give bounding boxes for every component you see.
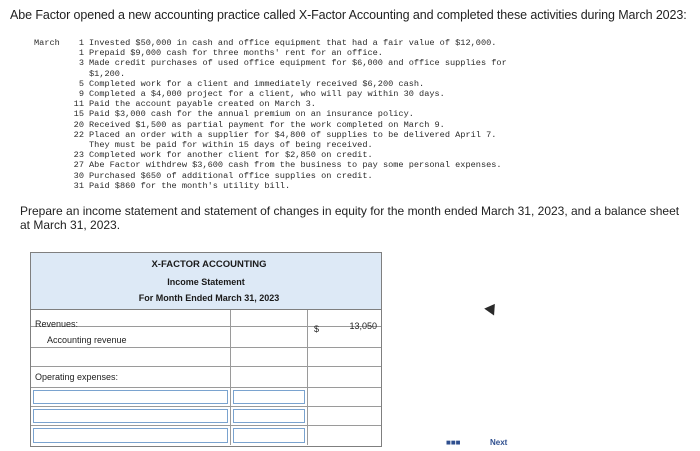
activity-text: Paid the account payable created on March 3.: [89, 99, 316, 110]
activity-month: [34, 89, 68, 99]
activity-month: [34, 79, 68, 89]
activity-day: 5: [78, 78, 84, 89]
activity-list: [34, 38, 594, 191]
activity-text: Placed an order with a supplier for $4,800 of supplies to be delivered April 7.: [89, 129, 497, 140]
activity-day: 11: [73, 99, 84, 110]
activity-day: 23: [73, 150, 84, 161]
table-row: [31, 348, 381, 367]
revenue-amount-cell[interactable]: [308, 321, 381, 347]
activity-item: [34, 38, 594, 48]
operating-expenses-label: Operating expenses:: [35, 372, 119, 382]
accounting-revenue-label: Accounting revenue: [47, 335, 127, 345]
activity-text: Purchased $650 of additional office supplies on credit.: [89, 170, 373, 181]
activity-item: [34, 130, 594, 140]
activity-item: [34, 109, 594, 119]
activity-item: [34, 69, 594, 79]
activity-day: 20: [73, 119, 84, 130]
activity-item: [34, 150, 594, 160]
activity-text: Invested $50,000 in cash and office equipment that had a fair value of $12,000.: [89, 38, 497, 48]
statement-name: Income Statement: [167, 277, 245, 287]
activity-text: $1,200.: [89, 68, 126, 79]
expense-amount-input[interactable]: [233, 428, 305, 443]
activity-day: 15: [73, 109, 84, 120]
next-nav-mark[interactable]: Next: [490, 438, 508, 447]
activity-month: [34, 120, 68, 130]
activity-item: [34, 48, 594, 58]
activity-text: Completed work for another client for $2,850 on credit.: [89, 150, 373, 161]
activity-text: Completed a $4,000 project for a client, who will pay within 30 days.: [89, 89, 445, 100]
activity-item: [34, 89, 594, 99]
activity-month: [34, 160, 68, 170]
activity-month: [34, 130, 68, 140]
activity-month: [34, 69, 68, 79]
expense-name-input[interactable]: [33, 390, 228, 404]
table-row: [31, 388, 381, 407]
activity-month: [34, 109, 68, 119]
activity-item: [34, 140, 594, 150]
prev-nav-mark[interactable]: ■■■: [446, 438, 461, 447]
activity-day: 1: [78, 48, 84, 59]
problem-prompt: Prepare an income statement and statement of changes in equity for the month ended March 31, 2023, and a balance sheet at March 31, 2023.: [20, 204, 680, 232]
activity-item: [34, 160, 594, 170]
expense-name-input[interactable]: [33, 409, 228, 423]
income-statement-table: [30, 252, 382, 447]
activity-day: 1: [78, 38, 84, 48]
activity-month: [34, 58, 68, 68]
expense-amount-input[interactable]: [233, 409, 305, 423]
activity-item: [34, 99, 594, 109]
table-row: [31, 367, 381, 388]
problem-intro: Abe Factor opened a new accounting practice called X-Factor Accounting and completed these activities during March 2023:: [10, 8, 687, 22]
expense-name-input[interactable]: [33, 428, 228, 443]
activity-day: 27: [73, 160, 84, 171]
activity-month: [34, 150, 68, 160]
activity-day: 22: [73, 129, 84, 140]
activity-text: Received $1,500 as partial payment for the work completed on March 9.: [89, 119, 445, 130]
activity-month: [34, 140, 68, 150]
activity-month: March: [34, 38, 60, 48]
activity-text: Abe Factor withdrew $3,600 cash from the business to pay some personal expenses.: [89, 160, 502, 171]
table-row: [31, 310, 381, 327]
statement-period: For Month Ended March 31, 2023: [138, 293, 280, 303]
activity-text: Paid $860 for the month's utility bill.: [89, 180, 291, 191]
activity-day: 3: [78, 58, 84, 69]
activity-item: [34, 181, 594, 191]
activity-text: Completed work for a client and immediately received $6,200 cash.: [89, 78, 425, 89]
activity-text: Paid $3,000 cash for the annual premium on an insurance policy.: [89, 109, 414, 120]
activity-item: [34, 58, 594, 68]
activity-month: [34, 99, 68, 109]
activity-day: 31: [73, 180, 84, 191]
activity-month: [34, 171, 68, 181]
activity-day: 30: [73, 170, 84, 181]
activity-text: They must be paid for within 15 days of being received.: [89, 140, 373, 151]
activity-item: [34, 79, 594, 89]
activity-day: [68, 140, 89, 150]
activity-day: [68, 69, 89, 79]
currency-symbol: $: [314, 324, 320, 334]
activity-text: Prepaid $9,000 cash for three months' rent for an office.: [89, 48, 383, 59]
table-row: [31, 407, 381, 426]
statement-header: [31, 253, 381, 310]
activity-item: [34, 171, 594, 181]
activity-month: [34, 48, 68, 58]
accounting-revenue-value: 13,050: [349, 321, 377, 331]
mouse-cursor-icon: [484, 300, 500, 315]
activity-item: [34, 120, 594, 130]
activity-month: [34, 181, 68, 191]
activity-day: 9: [78, 89, 84, 100]
table-row: [31, 426, 381, 445]
activity-text: Made credit purchases of used office equipment for $6,000 and office supplies for: [89, 58, 507, 69]
expense-amount-input[interactable]: [233, 390, 305, 404]
revenues-label: Revenues:: [35, 319, 79, 329]
company-name: X-FACTOR ACCOUNTING: [151, 259, 267, 270]
